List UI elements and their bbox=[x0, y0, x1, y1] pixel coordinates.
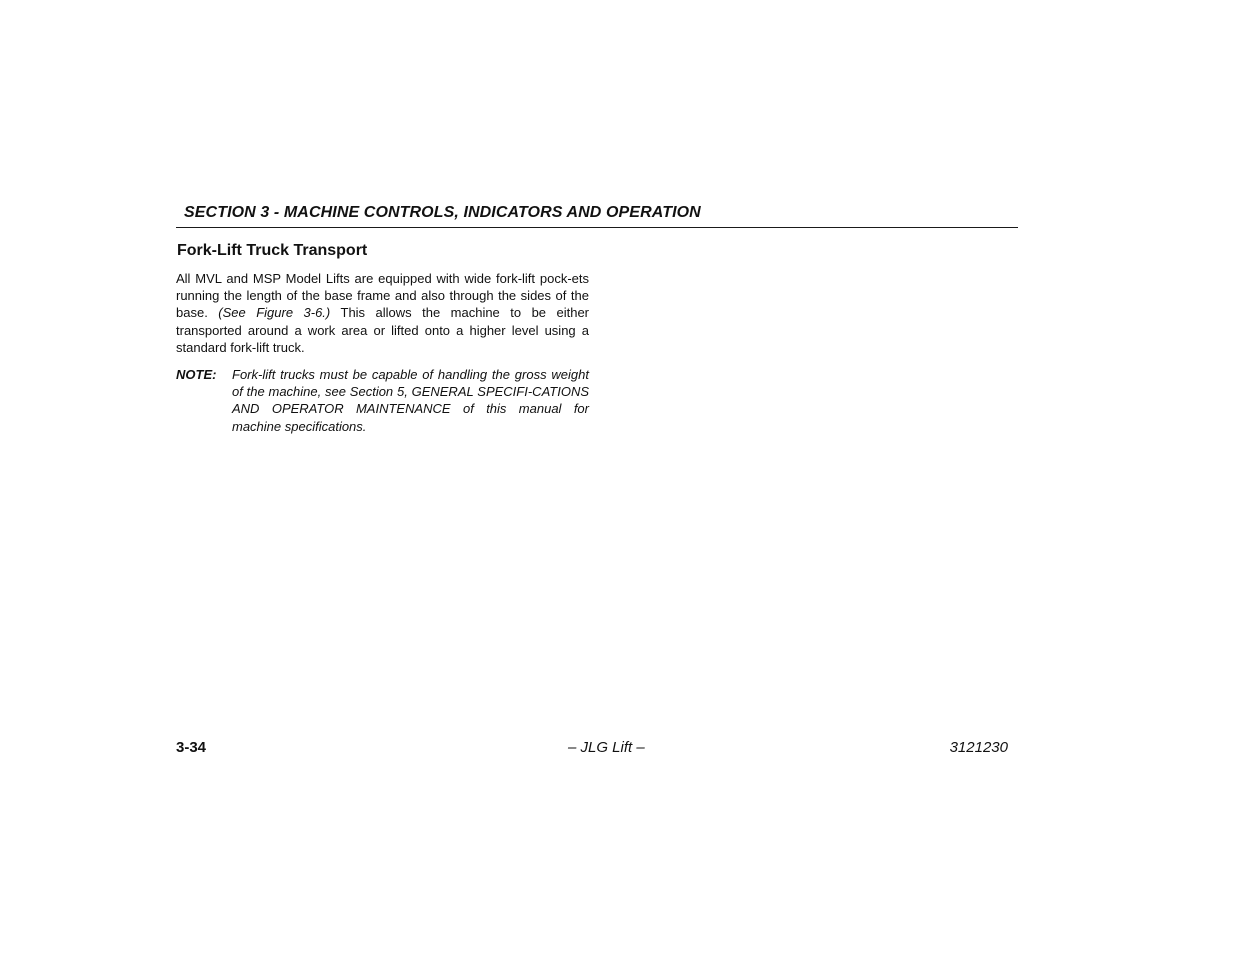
figure-reference: (See Figure 3-6.) bbox=[218, 305, 331, 321]
footer-brand: – JLG Lift – bbox=[568, 739, 645, 756]
note-block bbox=[176, 366, 589, 435]
paragraph-text-2: This allows the machine to be either transported around a work area or lifted onto a higher level using a standard fork-lift truck. bbox=[176, 305, 590, 355]
content-column bbox=[176, 240, 589, 435]
document-number: 3121230 bbox=[949, 739, 1008, 756]
paragraph-text-1: All MVL and MSP Model Lifts are equipped with wide fork-lift pock-ets running the length of the base frame and also through the sides of the base. bbox=[176, 271, 589, 321]
body-paragraph bbox=[176, 270, 589, 356]
note-text: Fork-lift trucks must be capable of handling the gross weight of the machine, see Section 5, GENERAL SPECIFI-CATIONS AND OPERATOR MAINTENANCE of this manual for machine specifications. bbox=[232, 367, 589, 434]
page-header bbox=[176, 201, 1018, 228]
section-title: SECTION 3 - MACHINE CONTROLS, INDICATORS AND OPERATION bbox=[184, 204, 701, 221]
note-label: NOTE: bbox=[176, 367, 217, 383]
page-number: 3-34 bbox=[176, 739, 207, 756]
subsection-title: Fork-Lift Truck Transport bbox=[177, 242, 368, 259]
